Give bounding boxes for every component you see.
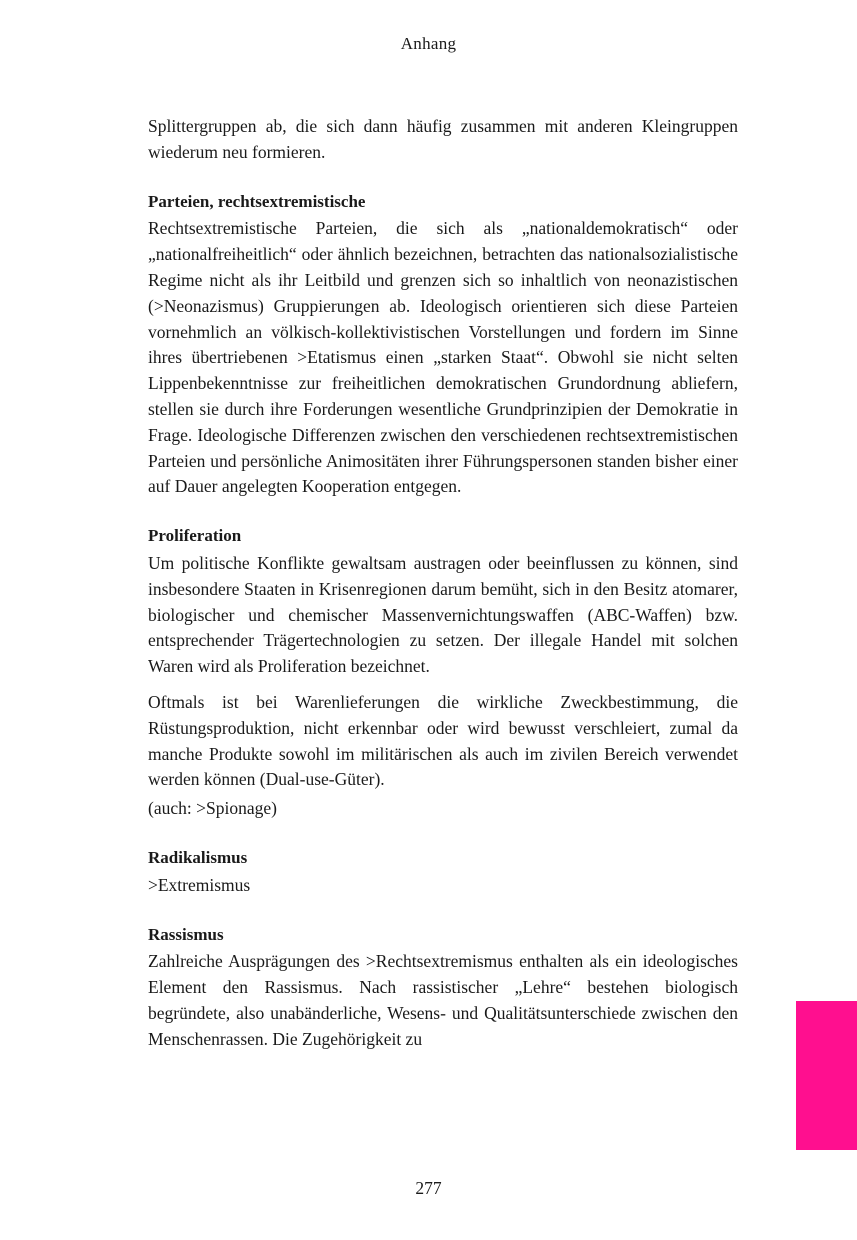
- entry-paragraph: Oftmals ist bei Warenlieferungen die wirkliche Zweckbestimmung, die Rüstungsproduktion, nicht erkennbar oder wird bewusst verschleiert, zumal da manche Produkte sowohl im militärischen als auch im zivilen Bereich verwendet werden können (Dual-use-Güter).: [148, 691, 738, 790]
- entry-paragraph: Zahlreiche Ausprägungen des >Rechtsextremismus enthalten als ein ideologisches Element den Rassismus. Nach rassistischer „Lehre“ bestehen biologisch begründete, also unabänderliche, Wesens- und Qualitätsunterschiede zwischen den Menschenrassen. Die Zugehörigkeit zu: [148, 951, 738, 1049]
- cross-reference: >Extremismus: [148, 874, 251, 895]
- cross-reference: (auch: >Spionage): [148, 798, 277, 819]
- entry-paragraph: Um politische Konflikte gewaltsam austragen oder beeinflussen zu können, sind insbesondere Staaten in Krisenregionen darum bemüht, sich in den Besitz atomarer, biologischer und chemischer Massenvernichtungswaffen (ABC-Waffen) bzw. entsprechender Trägertechnologien zu setzen. Der illegale Handel mit solchen Waren wird als Proliferation bezeichnet.: [148, 552, 738, 677]
- entry-heading: Parteien, rechtsextremistische: [148, 191, 366, 211]
- intro-paragraph: Splittergruppen ab, die sich dann häufig zusammen mit anderen Kleingruppen wiederum neu formieren.: [148, 116, 738, 162]
- entry-parteien-rechtsextremistische: [148, 189, 738, 501]
- running-head: Anhang: [400, 34, 457, 53]
- page-number: 277: [415, 1178, 442, 1198]
- entry-radikalismus: [148, 845, 738, 899]
- entry-heading: Proliferation: [148, 526, 242, 546]
- chapter-thumb-tab: [796, 1001, 857, 1150]
- entry-paragraph: Rechtsextremistische Parteien, die sich als „nationaldemokratisch“ oder „nationalfreiheitlich“ oder ähnlich bezeichnen, betrachten das nationalsozialistische Regime nicht als ihr Leitbild und grenzen sich so inhaltlich von neonazistischen (>Neonazismus) Gruppierungen ab. Ideologisch orientieren sich diese Parteien vornehmlich an völkisch-kollektivistischen Vorstellungen und fordern im Sinne ihres übertriebenen >Etatismus einen „starken Staat“. Obwohl sie nicht selten Lippenbekenntnisse zur freiheitlichen demokratischen Grundordnung abliefern, stellen sie durch ihre Forderungen wesentliche Grundprinzipien der Demokratie in Frage. Ideologische Differenzen zwischen den verschiedenen rechtsextremistischen Parteien und persönliche Animositäten ihrer Führungspersonen standen bisher einer auf Dauer angelegten Kooperation entgegen.: [148, 218, 738, 497]
- entry-rassismus: [148, 922, 738, 1053]
- body-text: [148, 114, 738, 1053]
- entry-heading: Radikalismus: [148, 847, 248, 867]
- entry-proliferation: [148, 523, 738, 822]
- entry-heading: Rassismus: [148, 924, 224, 944]
